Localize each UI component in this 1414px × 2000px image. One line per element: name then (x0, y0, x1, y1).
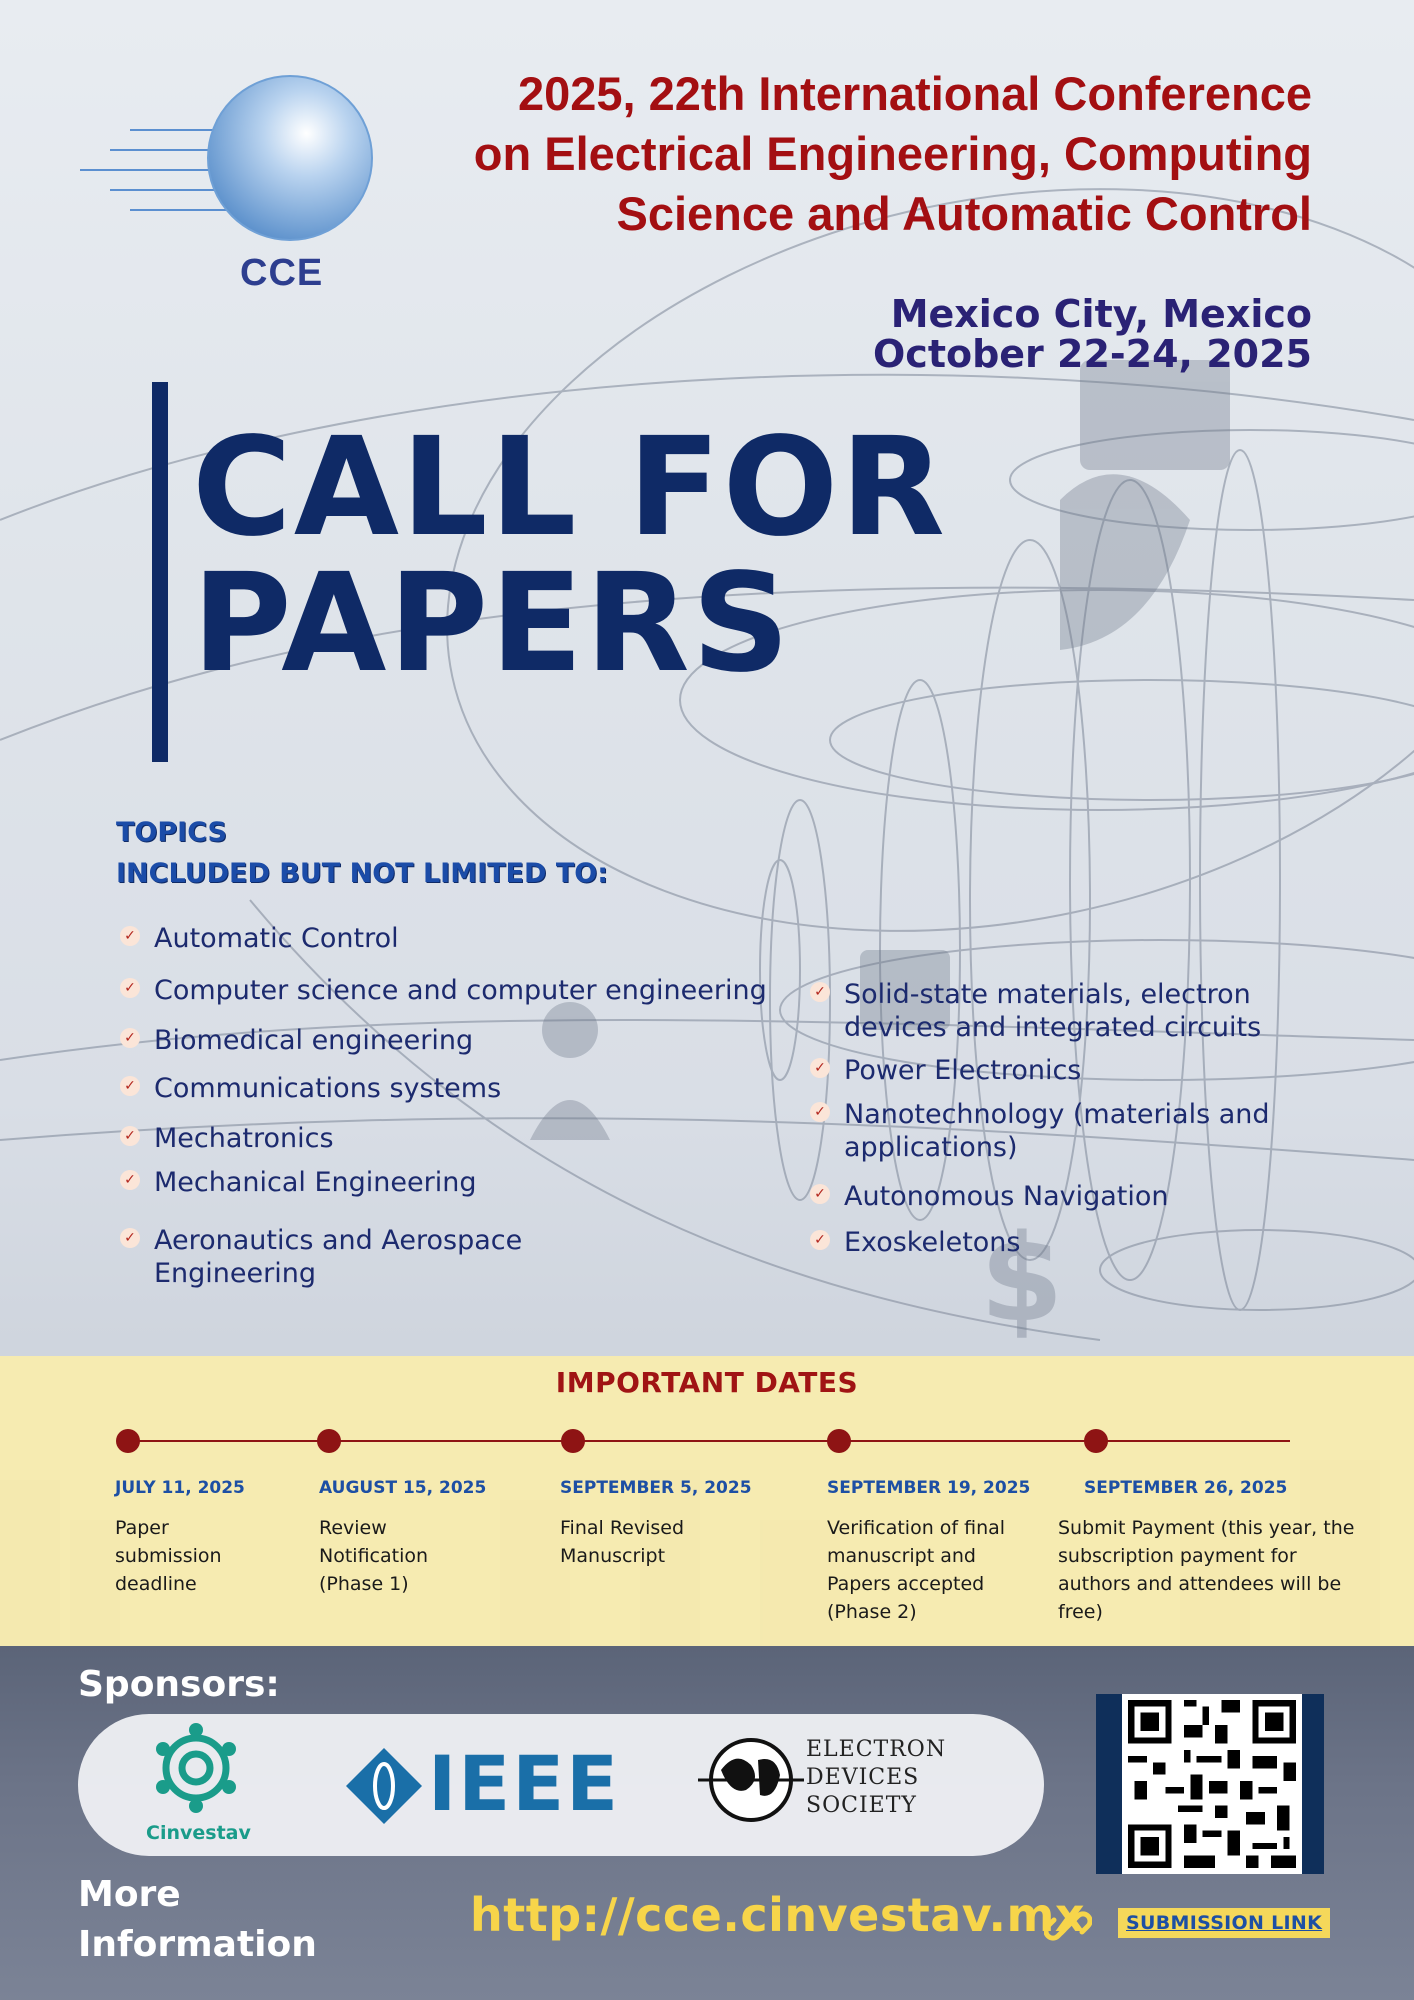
topics-heading-line-1: TOPICS (116, 817, 227, 848)
topic-item (810, 1180, 1280, 1213)
topic-label: Communications systems (154, 1073, 502, 1104)
topic-label: Aeronautics and Aerospace Engineering (154, 1225, 523, 1289)
more-information-line-1: More (78, 1874, 181, 1915)
timeline-dot (317, 1429, 341, 1453)
topic-item (120, 974, 780, 1007)
more-information-label (78, 1870, 317, 1970)
topic-item (120, 1224, 540, 1290)
sponsors-label: Sponsors: (78, 1664, 280, 1705)
topic-label: Automatic Control (154, 923, 399, 954)
cinvestav-logo-icon (146, 1720, 246, 1816)
conference-title-line-2: on Electrical Engineering, Computing (473, 127, 1312, 180)
ieee-diamond-icon (344, 1746, 424, 1826)
topic-item (120, 922, 740, 955)
topic-item (810, 1054, 1280, 1087)
conference-title-line-1: 2025, 22th International Conference (517, 67, 1312, 120)
timeline-line (126, 1440, 1290, 1442)
date-description: Review Notification (Phase 1) (319, 1517, 429, 1595)
date-label: SEPTEMBER 5, 2025 (560, 1478, 752, 1498)
topic-item (120, 1122, 740, 1155)
cinvestav-logo-text: Cinvestav (146, 1822, 251, 1844)
cce-logo-text: CCE (240, 252, 324, 294)
check-icon: ✓ (120, 1228, 140, 1248)
check-icon: ✓ (810, 982, 830, 1002)
topic-item (120, 1072, 740, 1105)
timeline-dot (561, 1429, 585, 1453)
timeline-dot (1084, 1429, 1108, 1453)
check-icon: ✓ (120, 1126, 140, 1146)
timeline-dot (827, 1429, 851, 1453)
eds-line-1: ELECTRON (806, 1737, 947, 1762)
conference-location: Mexico City, Mexico (890, 292, 1312, 336)
date-description: Paper submission deadline (115, 1517, 222, 1595)
ieee-logo-text: IEEE (428, 1739, 621, 1828)
submission-link-button[interactable]: SUBMISSION LINK (1118, 1908, 1330, 1938)
conference-location-dates (873, 294, 1312, 374)
topic-label: Mechanical Engineering (154, 1167, 477, 1198)
check-icon: ✓ (120, 1028, 140, 1048)
electron-devices-society-text (806, 1736, 946, 1820)
eds-line-2: DEVICES (806, 1765, 920, 1790)
link-chain-icon[interactable] (1044, 1902, 1092, 1950)
topic-label: Exoskeletons (844, 1227, 1021, 1258)
conference-url-link[interactable]: http://cce.cinvestav.mx (470, 1888, 1086, 1942)
topic-label: Power Electronics (844, 1055, 1082, 1086)
important-dates-title: IMPORTANT DATES (555, 1366, 859, 1399)
conference-title (312, 64, 1312, 244)
topic-item (810, 978, 1280, 1044)
date-label: AUGUST 15, 2025 (319, 1478, 487, 1498)
electron-devices-society-globe-icon (696, 1730, 806, 1830)
topic-label: Nanotechnology (materials and applications) (844, 1099, 1270, 1163)
date-label: SEPTEMBER 19, 2025 (827, 1478, 1031, 1498)
date-description: Verification of final manuscript and Papers accepted (Phase 2) (827, 1517, 1006, 1623)
topics-heading-line-2: INCLUDED BUT NOT LIMITED TO: (116, 858, 608, 889)
topic-item (810, 1226, 1280, 1259)
check-icon: ✓ (120, 926, 140, 946)
topic-label: Autonomous Navigation (844, 1181, 1169, 1212)
call-for-papers-line-1: CALL FOR (192, 409, 947, 567)
conference-title-line-3: Science and Automatic Control (616, 187, 1312, 240)
date-description: Final Revised Manuscript (560, 1517, 685, 1567)
date-description: Submit Payment (this year, the subscription payment for authors and attendees will be free) (1058, 1517, 1355, 1623)
topic-item (120, 1024, 740, 1057)
check-icon: ✓ (810, 1230, 830, 1250)
check-icon: ✓ (120, 1076, 140, 1096)
date-label: JULY 11, 2025 (115, 1478, 245, 1498)
check-icon: ✓ (120, 1170, 140, 1190)
topic-label: Biomedical engineering (154, 1025, 474, 1056)
conference-dates: October 22-24, 2025 (872, 332, 1312, 376)
topic-label: Computer science and computer engineering (154, 975, 767, 1006)
check-icon: ✓ (810, 1102, 830, 1122)
call-for-papers-line-2: PAPERS (192, 545, 792, 703)
call-for-papers-accent-bar (152, 382, 168, 762)
timeline-dot (116, 1429, 140, 1453)
check-icon: ✓ (810, 1058, 830, 1078)
svg-text:$: $ (980, 1210, 1064, 1349)
topic-label: Solid-state materials, electron devices and integrated circuits (844, 979, 1262, 1043)
check-icon: ✓ (120, 978, 140, 998)
more-information-line-2: Information (78, 1924, 317, 1965)
date-label: SEPTEMBER 26, 2025 (1084, 1478, 1288, 1498)
eds-line-3: SOCIETY (806, 1793, 917, 1818)
topic-item (120, 1166, 740, 1199)
check-icon: ✓ (810, 1184, 830, 1204)
call-for-papers-heading (192, 409, 947, 703)
topic-label: Mechatronics (154, 1123, 334, 1154)
topics-heading (116, 812, 608, 894)
topic-item (810, 1098, 1280, 1164)
qr-code[interactable] (1122, 1694, 1302, 1874)
